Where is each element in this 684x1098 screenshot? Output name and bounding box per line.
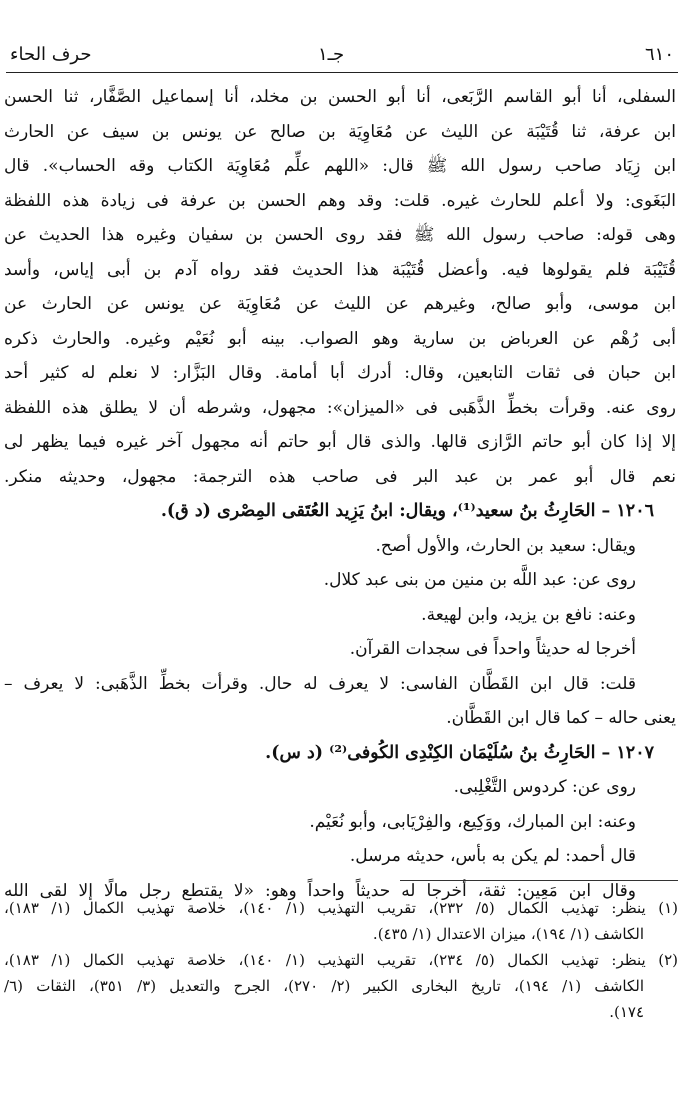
text-line: السفلى، أنا أبو القاسم الرَّبَعى، أنا أبو الحسن بن مخلد، أنا إسماعيل الصَّفَّار، ثنا الحسن bbox=[4, 87, 676, 107]
volume-label: جـ١ bbox=[318, 44, 345, 65]
entry-line: قال أحمد: لم يكن به بأس، حديثه مرسل. bbox=[349, 846, 636, 866]
text-line: ابن عرفة، ثنا قُتَيْبَة عن الليث عن مُعَاوِيَة بن صالح عن يونس بن سيف عن الحارث bbox=[4, 121, 676, 142]
text-line: ابن زِيَاد صاحب رسول الله ﷺ قال: «اللهم علِّم مُعَاوِيَة الكتاب وقه الحساب». قال bbox=[4, 156, 676, 176]
text-line: ابن موسى، وأبو صالح، وغيرهم عن الليث عن مُعَاوِيَة عن يونس عن الحارث عن bbox=[4, 294, 676, 314]
text-line: نعم قال أبو عمر بن عبد البر فى صاحب هذه الترجمة: مجهول، وحديثه منكر. bbox=[4, 466, 676, 487]
entry-line: وعنه: ابن المبارك، ووَكِيع، والفِرْيَابى، وأبو نُعَيْم. bbox=[309, 811, 636, 832]
entry-line: وعنه: نافع بن يزيد، وابن لهيعة. bbox=[421, 604, 636, 625]
footnote-2-cont: الكاشف (١/ ١٩٤)، تاريخ البخارى الكبير (٢/ ٢٧٠)، الجرح والتعديل (٣/ ٣٥١)، الثقات (٦/ bbox=[4, 977, 645, 995]
footnote-2: (٢) ينظر: تهذيب الكمال (٥/ ٢٣٤)، تقريب التهذيب (١/ ١٤٠)، خلاصة تهذيب الكمال (١/ ١٨٣)، bbox=[4, 951, 678, 969]
text-line: وهى قوله: صاحب رسول الله ﷺ فقد روى الحسن بن سفيان وغيره هذا الحديث عن bbox=[4, 225, 676, 245]
page-number: ٦١٠ bbox=[644, 44, 674, 65]
running-header bbox=[6, 42, 678, 70]
entry-line: وقال ابن مَعِين: ثقة، أخرجا له حديثاً واحداً وهو: «لا يقتطع رجل مالًا إلا لقى الله bbox=[4, 880, 636, 901]
text-line: إلا إذا كان أبو حاتم الرَّازى قالها. والذى قال أبو حاتم أنه مجهول آخر غيره فيما يظهر لى bbox=[4, 432, 676, 452]
footnote-2-cont: ١٧٤). bbox=[609, 1003, 644, 1021]
footnote-1-cont: الكاشف (١/ ١٩٤)، ميزان الاعتدال (١/ ٤٣٥). bbox=[372, 925, 644, 943]
text-line: البَغَوى: ولا أعلم للحارث غيره. قلت: وقد وهم الحسن بن عرفة فى زيادة هذه اللفظة bbox=[4, 190, 676, 211]
entry-line: قلت: قال ابن القَطَّان الفاسى: لا يعرف له حال. وقرأت بخطِّ الذَّهَبى: لا يعرف – bbox=[4, 673, 636, 694]
entry-line: أخرجا له حديثاً واحداً فى سجدات القرآن. bbox=[349, 639, 636, 659]
text-line: ابن حبان فى ثقات التابعين، وقال: أدرك أبا أمامة. وقال البَزَّار: لا نعلم له كثير أحد bbox=[4, 363, 676, 383]
entry-heading-1207: ١٢٠٧ – الحَارِثُ بنُ سُلَيْمَان الكِنْدِى الكُوفى⁽²⁾ (د س). bbox=[265, 742, 654, 763]
footnote-1: (١) ينظر: تهذيب الكمال (٥/ ٢٣٢)، تقريب التهذيب (١/ ١٤٠)، خلاصة تهذيب الكمال (١/ ١٨٣)، bbox=[4, 899, 678, 917]
text-line: روى عنه. وقرأت بخطِّ الذَّهَبى فى «الميزان»: مجهول، وشرطه أن لا يطلق هذه اللفظة bbox=[4, 397, 676, 418]
footnote-rule bbox=[400, 880, 678, 881]
footnotes bbox=[4, 895, 678, 1025]
main-text bbox=[4, 80, 676, 908]
text-line: قُتَيْبَة فلم يقولوها فيه. وأعضل قُتَيْبَة هذا الحديث فقد رواه آدم بن أبى إياس، وأسد bbox=[4, 259, 676, 280]
section-title: حرف الحاء bbox=[10, 44, 92, 65]
entry-line: يعنى حاله – كما قال ابن القَطَّان. bbox=[446, 708, 676, 728]
entry-line: روى عن: كردوس التَّغْلِبى. bbox=[453, 777, 636, 797]
entry-heading-1206: ١٢٠٦ – الحَارِثُ بنُ سعيد⁽¹⁾، ويقال: ابنُ يَزِيد العُتَقى المِصْرى (د ق). bbox=[160, 501, 654, 521]
entry-line: ويقال: سعيد بن الحارث، والأول أصح. bbox=[375, 535, 636, 556]
header-rule bbox=[6, 72, 678, 73]
entry-line: روى عن: عبد اللَّه بن منين من بنى عبد كلال. bbox=[323, 570, 636, 590]
text-line: أبى رُهْم عن العرباض بن سارية وهو الصواب. بينه أبو نُعَيْم وغيره. والحارث ذكره bbox=[4, 328, 676, 349]
